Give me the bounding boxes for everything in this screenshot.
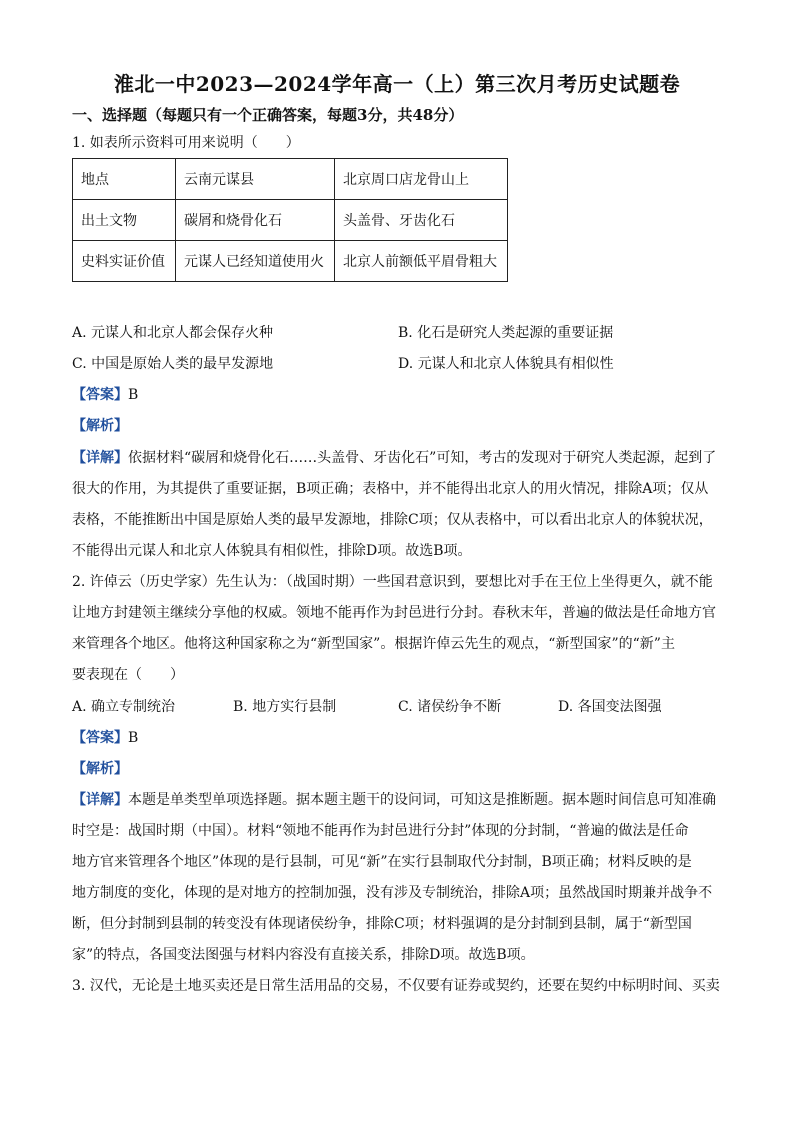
table-cell: 地点 [73,159,176,200]
table-cell: 出土文物 [73,200,176,241]
detail-text: 依据材料“碳屑和烧骨化石……头盖骨、牙齿化石”可知，考古的发现对于研究人类起源，起到了 [128,450,717,466]
analysis-tag: 【解析】 [72,418,128,434]
section-heading: 一、选择题（每题只有一个正确答案，每题3分，共48分） [72,106,464,124]
table-row [73,159,508,200]
q2-stem-line: 来管理各个地区。他将这种国家称之为“新型国家”。根据许倬云先生的观点，“新型国家”的“新”主 [72,636,675,652]
table-cell: 北京人前额低平眉骨粗大 [335,241,508,282]
q2-answer [72,728,742,748]
q2-stem-line: 让地方封建领主继续分享他的权威。领地不能再作为封邑进行分封。春秋末年，普遍的做法是任命地方官 [72,605,716,621]
q2-detail-line: 地方制度的变化，体现的是对地方的控制加强，没有涉及专制统治，排除A项；虽然战国时期兼并战争不 [72,885,713,901]
table-row [73,200,508,241]
q2-detail-line: 家”的特点，各国变法图强与材料内容没有直接关系，排除D项。故选B项。 [72,947,535,963]
table-cell: 元谋人已经知道使用火 [176,241,335,282]
q2-stem-line: 要表现在（ ） [72,667,184,683]
q1-answer [72,385,742,405]
q2-option-b: B. 地方实行县制 [233,699,337,715]
q2-detail-line: 断，但分封制到县制的转变没有体现诸侯纷争，排除C项；材料强调的是分封制到县制，属于“新型国 [72,916,692,932]
q1-detail-line: 不能得出元谋人和北京人体貌具有相似性，排除D项。故选B项。 [72,543,472,559]
q1-option-a: A. 元谋人和北京人都会保存火种 [72,325,274,341]
table-cell: 云南元谋县 [176,159,335,200]
page-title: 淮北一中2023—2024学年高一（上）第三次月考历史试题卷 [113,72,681,96]
q2-option-a: A. 确立专制统治 [72,699,176,715]
analysis-tag: 【解析】 [72,761,128,777]
q1-stem: 1. 如表所示资料可用来说明（ ） [72,135,300,151]
q1-table [72,158,508,282]
q1-analysis-heading [72,416,742,436]
q1-detail-line: 很大的作用，为其提供了重要证据，B项正确；表格中，并不能得出北京人的用火情况，排除A项；仅从 [72,481,709,497]
q3-stem: 3. 汉代，无论是土地买卖还是日常生活用品的交易，不仅要有证券或契约，还要在契约中标明时间、买卖 [72,978,720,994]
q1-detail-line [72,448,742,468]
q2-detail-line: 地方官来管理各个地区”体现的是行县制，可见“新”在实行县制取代分封制，B项正确；材料反映的是 [72,854,692,870]
q2-analysis-heading [72,759,742,779]
answer-tag: 【答案】 [72,730,128,746]
q2-stem-line: 2. 许倬云（历史学家）先生认为：（战国时期）一些国君意识到，要想比对手在王位上坐得更久，就不能 [72,574,713,590]
answer-value: B [128,387,139,403]
q2-detail-line: 时空是：战国时期（中国）。材料“领地不能再作为封邑进行分封”体现的分封制，“普遍的做法是任命 [72,823,689,839]
answer-value: B [128,730,139,746]
q1-option-b: B. 化石是研究人类起源的重要证据 [398,325,614,341]
q1-option-d: D. 元谋人和北京人体貌具有相似性 [398,356,614,372]
table-cell: 北京周口店龙骨山上 [335,159,508,200]
detail-tag: 【详解】 [72,792,128,808]
table-cell: 史料实证价值 [73,241,176,282]
table-row [73,241,508,282]
q1-detail-line: 表格，不能推断出中国是原始人类的最早发源地，排除C项；仅从表格中，可以看出北京人的体貌状况， [72,512,713,528]
answer-tag: 【答案】 [72,387,128,403]
table-cell: 碳屑和烧骨化石 [176,200,335,241]
detail-text: 本题是单类型单项选择题。据本题主题干的设问词，可知这是推断题。据本题时间信息可知准确 [128,792,716,808]
q1-option-c: C. 中国是原始人类的最早发源地 [72,356,274,372]
table-cell: 头盖骨、牙齿化石 [335,200,508,241]
q2-option-c: C. 诸侯纷争不断 [398,699,502,715]
q2-option-d: D. 各国变法图强 [558,699,662,715]
q2-detail-line [72,790,742,810]
detail-tag: 【详解】 [72,450,128,466]
